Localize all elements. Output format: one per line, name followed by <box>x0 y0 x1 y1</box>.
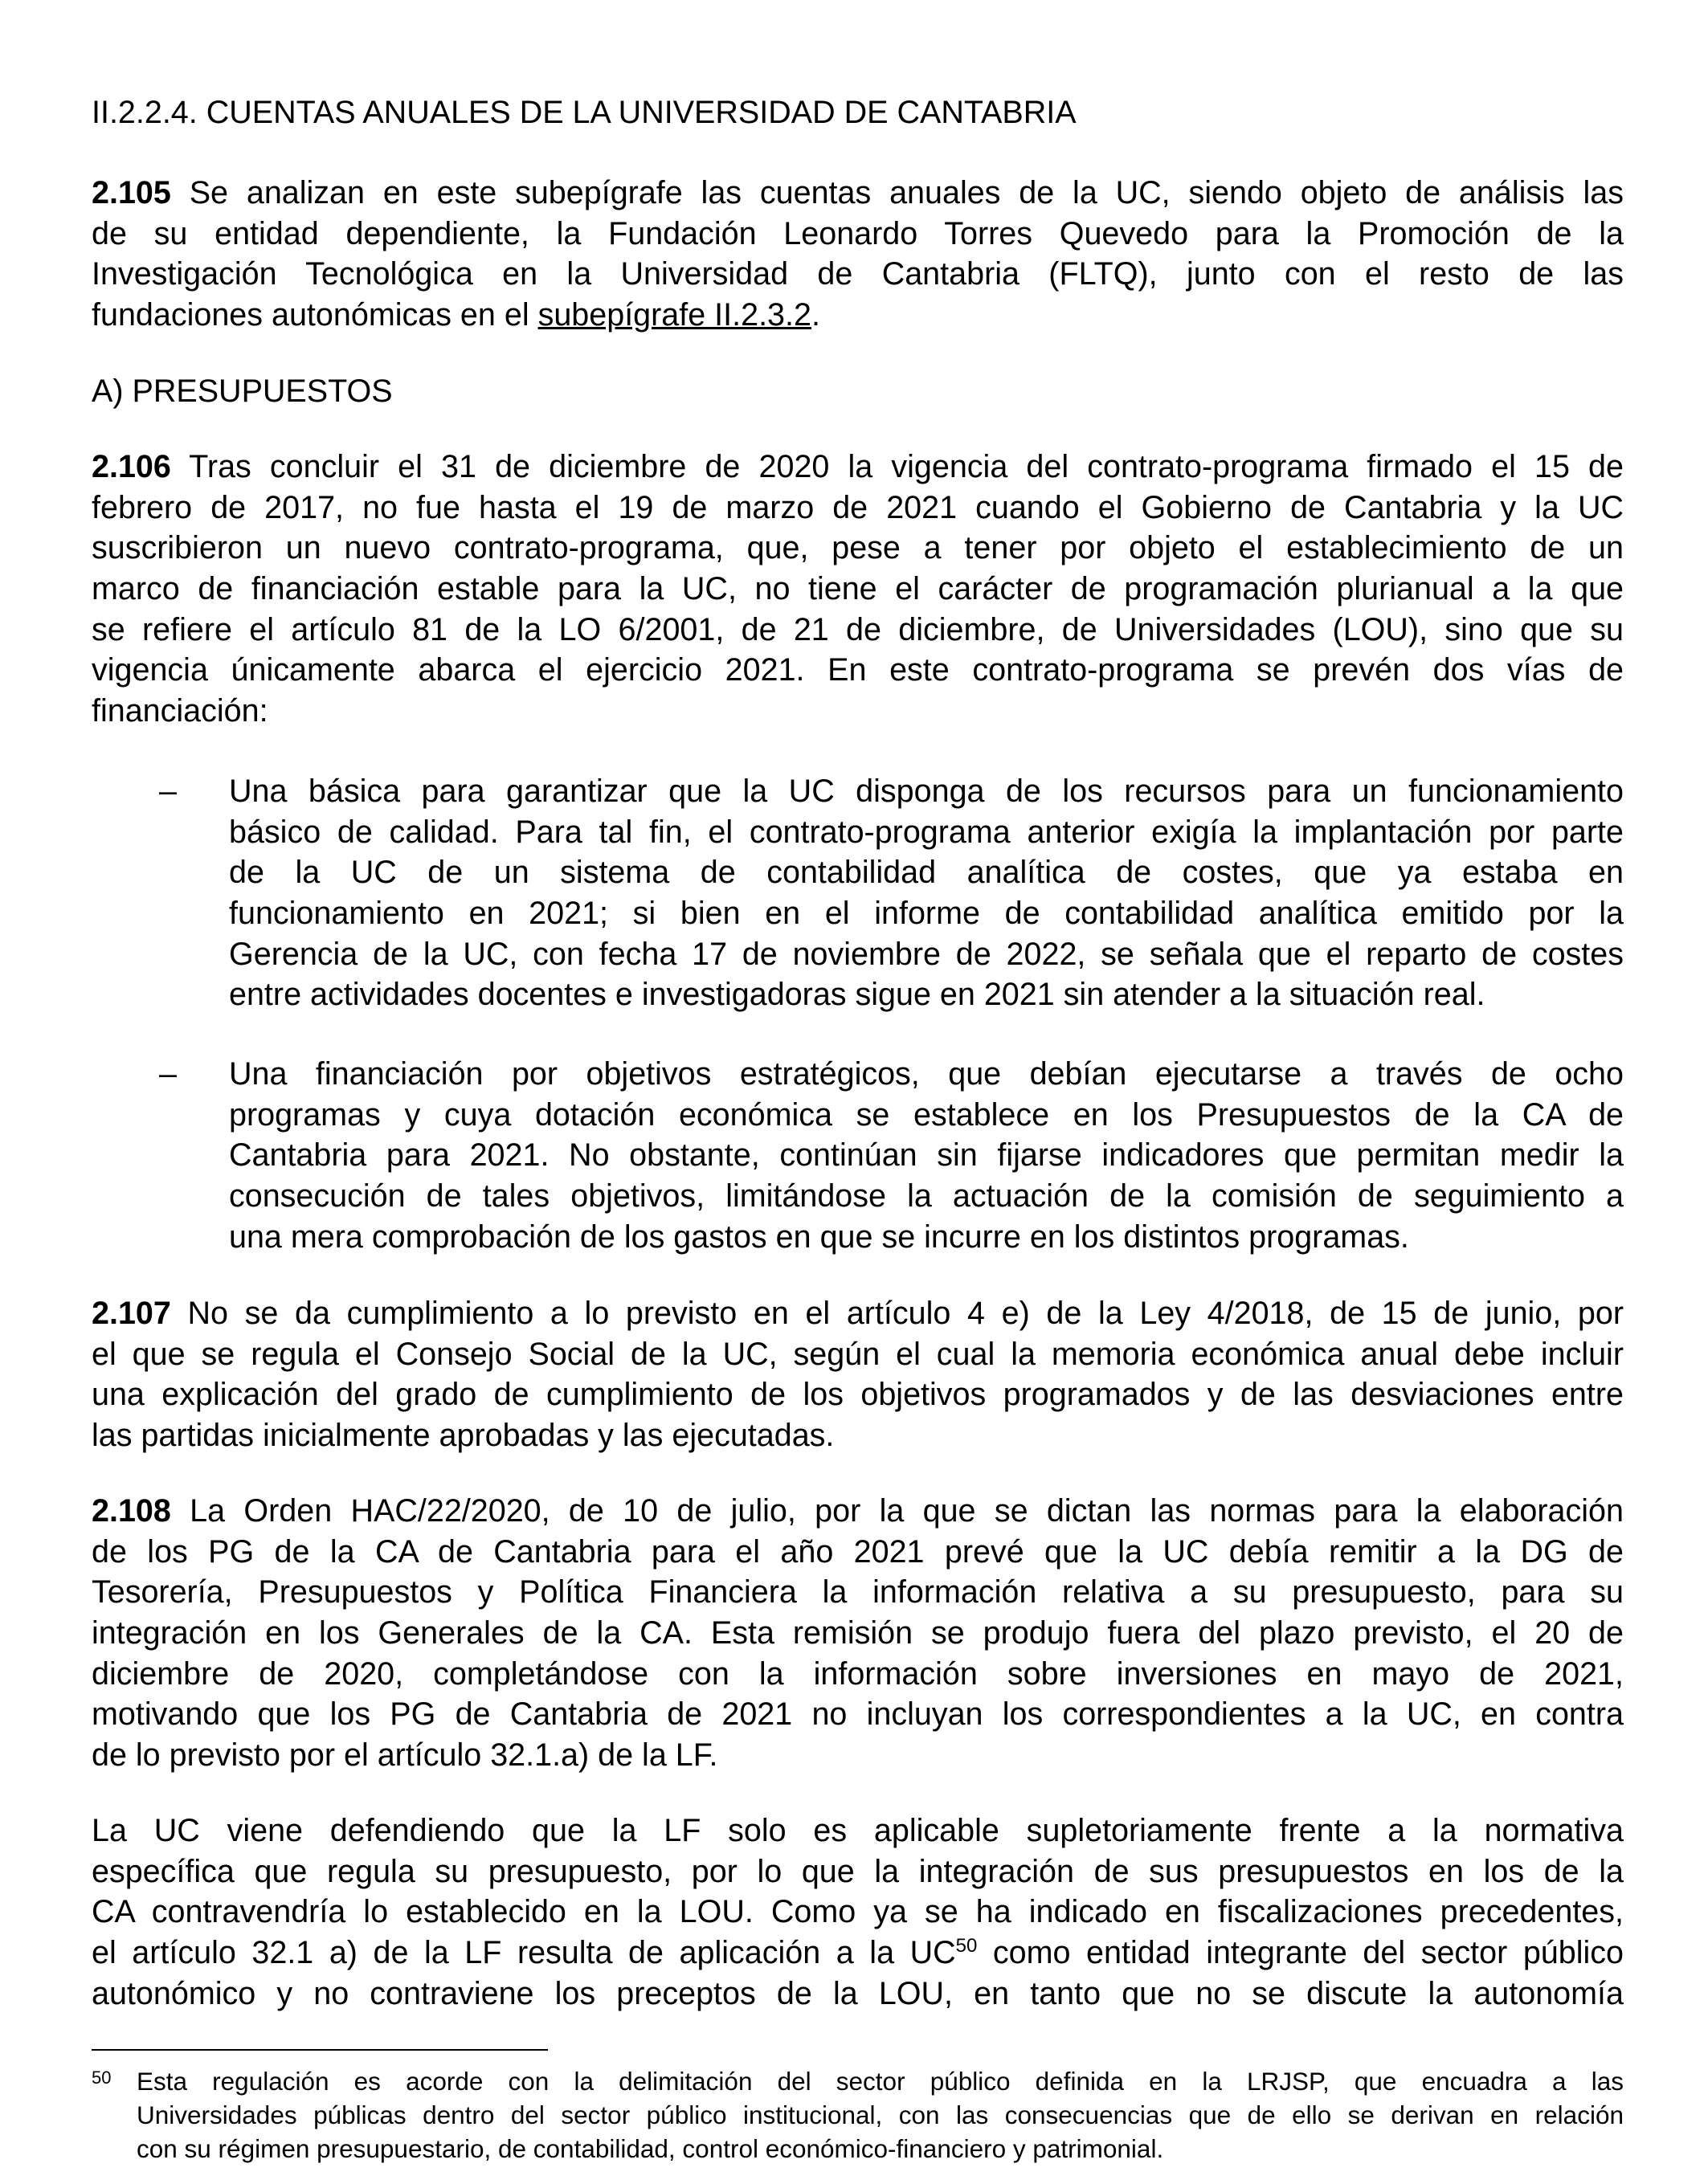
bullet-dash: – <box>159 774 177 809</box>
paragraph-line: Una financiación por objetivos estratégicos, que debían ejecutarse a través de ocho <box>229 1056 1624 1092</box>
paragraph-line: específica que regula su presupuesto, por lo que la integración de sus presupuestos en los de la <box>92 1853 1624 1889</box>
paragraph-line: diciembre de 2020, completándose con la información sobre inversiones en mayo de 2021, <box>92 1655 1624 1692</box>
paragraph-line: básico de calidad. Para tal fin, el contrato-programa anterior exigía la implantación por parte <box>229 814 1624 850</box>
paragraph-line: consecución de tales objetivos, limitándose la actuación de la comisión de seguimiento a <box>229 1178 1624 1214</box>
paragraph-line: una mera comprobación de los gastos en que se incurre en los distintos programas. <box>229 1219 1409 1255</box>
paragraph-line: de la UC de un sistema de contabilidad analítica de costes, que ya estaba en <box>229 855 1624 891</box>
paragraph-line: CA contravendría lo establecido en la LOU. Como ya se ha indicado en fiscalizaciones precedentes, <box>92 1894 1624 1930</box>
paragraph-line: de su entidad dependiente, la Fundación Leonardo Torres Quevedo para la Promoción de la <box>92 215 1624 251</box>
paragraph-line: de lo previsto por el artículo 32.1.a) de la LF. <box>92 1737 718 1774</box>
paragraph-uc <box>92 1810 1624 2014</box>
paragraph-line: 2.105 Se analizan en este subepígrafe las cuentas anuales de la UC, siendo objeto de análisis las <box>92 175 1624 210</box>
paragraph-2-105 <box>92 173 1624 336</box>
footnote-ref[interactable]: 50 <box>955 1935 978 1957</box>
paragraph-2-106 <box>92 447 1624 732</box>
paragraph-line: marco de financiación estable para la UC, no tiene el carácter de programación plurianual a la que <box>92 571 1624 607</box>
paragraph-line: de los PG de la CA de Cantabria para el año 2021 prevé que la UC debía remitir a la DG de <box>92 1533 1624 1570</box>
paragraph-line: 2.106 Tras concluir el 31 de diciembre de 2020 la vigencia del contrato-programa firmado el 15 de <box>92 449 1624 484</box>
section-heading: II.2.2.4. CUENTAS ANUALES DE LA UNIVERSIDAD DE CANTABRIA <box>92 95 1077 130</box>
paragraph-line: 2.108 La Orden HAC/22/2020, de 10 de julio, por la que se dictan las normas para la elaboración <box>92 1493 1624 1529</box>
paragraph-line: se refiere el artículo 81 de la LO 6/2001, de 21 de diciembre, de Universidades (LOU), sino que su <box>92 611 1624 647</box>
paragraph-line: fundaciones autonómicas en el subepígrafe II.2.3.2. <box>92 297 820 333</box>
paragraph-line: Esta regulación es acorde con la delimitación del sector público definida en la LRJSP, que encuadra a las <box>137 2067 1624 2096</box>
bullet-item-basica <box>229 771 1624 1015</box>
paragraph-line: una explicación del grado de cumplimiento de los objetivos programados y de las desviaciones entre <box>92 1377 1624 1413</box>
paragraph-number: 2.107 <box>92 1296 171 1331</box>
paragraph-line: funcionamiento en 2021; si bien en el informe de contabilidad analítica emitido por la <box>229 896 1624 932</box>
paragraph-line: el que se regula el Consejo Social de la UC, según el cual la memoria económica anual debe incluir <box>92 1336 1624 1372</box>
subsection-heading: A) PRESUPUESTOS <box>92 374 393 409</box>
paragraph-line: vigencia únicamente abarca el ejercicio 2021. En este contrato-programa se prevén dos vías de <box>92 652 1624 688</box>
paragraph-number: 2.108 <box>92 1493 171 1529</box>
paragraph-line: Cantabria para 2021. No obstante, continúan sin fijarse indicadores que permitan medir la <box>229 1137 1624 1174</box>
paragraph-line: febrero de 2017, no fue hasta el 19 de marzo de 2021 cuando el Gobierno de Cantabria y la UC <box>92 489 1624 525</box>
subepigrafe-link[interactable]: subepígrafe II.2.3.2 <box>537 297 811 333</box>
paragraph-line: Una básica para garantizar que la UC disponga de los recursos para un funcionamiento <box>229 774 1624 809</box>
paragraph-line: motivando que los PG de Cantabria de 2021 no incluyan los correspondientes a la UC, en contra <box>92 1696 1624 1733</box>
paragraph-line: Tesorería, Presupuestos y Política Financiera la información relativa a su presupuesto, para su <box>92 1574 1624 1610</box>
footnote-number: 50 <box>92 2068 112 2088</box>
footnote-divider <box>92 2049 548 2051</box>
paragraph-number: 2.105 <box>92 175 171 210</box>
bullet-item-objetivos <box>229 1054 1624 1257</box>
paragraph-2-108 <box>92 1491 1624 1776</box>
paragraph-line: las partidas inicialmente aprobadas y las ejecutadas. <box>92 1418 835 1454</box>
paragraph-number: 2.106 <box>92 449 171 484</box>
paragraph-line: 2.107 No se da cumplimiento a lo previsto en el artículo 4 e) de la Ley 4/2018, de 15 de junio, por <box>92 1296 1624 1331</box>
paragraph-line: integración en los Generales de la CA. Esta remisión se produjo fuera del plazo previsto, el 20 de <box>92 1615 1624 1651</box>
paragraph-line: La UC viene defendiendo que la LF solo es aplicable supletoriamente frente a la normativa <box>92 1813 1624 1848</box>
paragraph-line: Investigación Tecnológica en la Universidad de Cantabria (FLTQ), junto con el resto de las <box>92 256 1624 292</box>
paragraph-line: programas y cuya dotación económica se establece en los Presupuestos de la CA de <box>229 1096 1624 1133</box>
paragraph-line: entre actividades docentes e investigadoras sigue en 2021 sin atender a la situación real. <box>229 977 1485 1013</box>
paragraph-2-107 <box>92 1293 1624 1456</box>
paragraph-line: suscribieron un nuevo contrato-programa, que, pese a tener por objeto el establecimiento de un <box>92 530 1624 566</box>
bullet-dash: – <box>159 1056 177 1092</box>
paragraph-line: con su régimen presupuestario, de contabilidad, control económico-financiero y patrimonial. <box>137 2134 1164 2163</box>
paragraph-line: Gerencia de la UC, con fecha 17 de noviembre de 2022, se señala que el reparto de costes <box>229 936 1624 972</box>
paragraph-line: autonómico y no contraviene los preceptos de la LOU, en tanto que no se discute la autonomía <box>92 1975 1624 2011</box>
paragraph-line: Universidades públicas dentro del sector público institucional, con las consecuencias que de ello se derivan en relación <box>137 2100 1624 2129</box>
paragraph-line: financiación: <box>92 693 268 729</box>
footnote-text <box>137 2064 1624 2166</box>
paragraph-line: el artículo 32.1 a) de la LF resulta de aplicación a la UC$^{50}$ como entidad integrante del sector público <box>92 1935 1624 1971</box>
